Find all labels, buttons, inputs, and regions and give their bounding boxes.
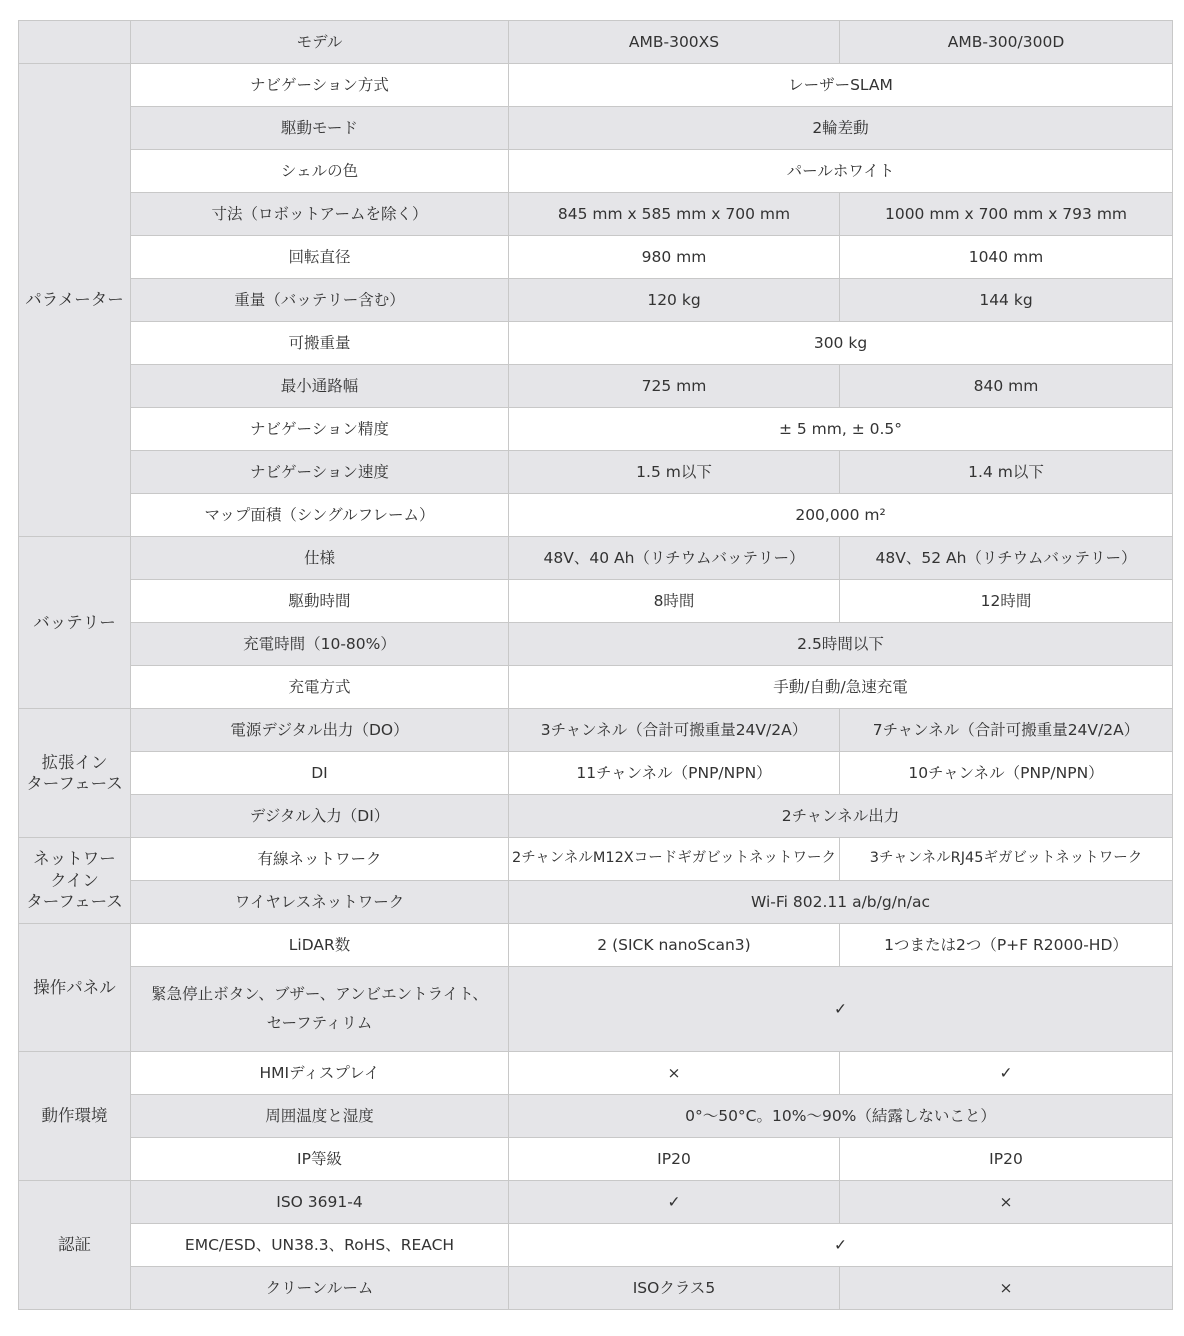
header-model-label: モデル: [131, 21, 509, 64]
table-row: [19, 1095, 1173, 1138]
row-label: IP等級: [131, 1138, 509, 1181]
row-value-b: ✓: [840, 1052, 1173, 1095]
table-row: [19, 236, 1173, 279]
row-value-b: 1040 mm: [840, 236, 1173, 279]
table-row: [19, 408, 1173, 451]
category-environment: 動作環境: [19, 1052, 131, 1181]
row-label: 駆動時間: [131, 580, 509, 623]
row-value-a: 48V、40 Ah（リチウムバッテリー）: [509, 537, 840, 580]
row-value: Wi-Fi 802.11 a/b/g/n/ac: [509, 881, 1173, 924]
row-label: ISO 3691-4: [131, 1181, 509, 1224]
row-label: [131, 967, 509, 1052]
table-row: [19, 881, 1173, 924]
row-value: 0°〜50°C。10%〜90%（結露しないこと）: [509, 1095, 1173, 1138]
row-value-a: ×: [509, 1052, 840, 1095]
table-row: [19, 580, 1173, 623]
row-label: 駆動モード: [131, 107, 509, 150]
row-label: ナビゲーション速度: [131, 451, 509, 494]
row-label: EMC/ESD、UN38.3、RoHS、REACH: [131, 1224, 509, 1267]
row-value-b: 144 kg: [840, 279, 1173, 322]
row-label: DI: [131, 752, 509, 795]
row-value: 200,000 m²: [509, 494, 1173, 537]
row-value-b: ×: [840, 1181, 1173, 1224]
row-label: 電源デジタル出力（DO）: [131, 709, 509, 752]
row-value-a: 845 mm x 585 mm x 700 mm: [509, 193, 840, 236]
table-row: [19, 967, 1173, 1052]
row-value: 2輪差動: [509, 107, 1173, 150]
table-row: [19, 279, 1173, 322]
row-label: クリーンルーム: [131, 1267, 509, 1310]
row-value: ✓: [509, 1224, 1173, 1267]
row-value: 2チャンネル出力: [509, 795, 1173, 838]
row-value-a: 1.5 m以下: [509, 451, 840, 494]
category-network-line3: ターフェース: [26, 892, 123, 912]
row-value-a: 120 kg: [509, 279, 840, 322]
row-value-b: 48V、52 Ah（リチウムバッテリー）: [840, 537, 1173, 580]
row-value: ± 5 mm, ± 0.5°: [509, 408, 1173, 451]
category-parameters: パラメーター: [19, 64, 131, 537]
table-row: [19, 322, 1173, 365]
row-label: ナビゲーション精度: [131, 408, 509, 451]
row-label: マップ面積（シングルフレーム）: [131, 494, 509, 537]
category-network: [19, 838, 131, 924]
spec-table: [18, 20, 1173, 1310]
table-row: [19, 365, 1173, 408]
row-value-b: 1つまたは2つ（P+F R2000-HD）: [840, 924, 1173, 967]
row-label: 最小通路幅: [131, 365, 509, 408]
table-row: [19, 1224, 1173, 1267]
row-label: 寸法（ロボットアームを除く）: [131, 193, 509, 236]
row-value-b: 7チャンネル（合計可搬重量24V/2A）: [840, 709, 1173, 752]
row-label-line2: セーフティリム: [266, 1014, 373, 1032]
row-value: 300 kg: [509, 322, 1173, 365]
table-row: [19, 795, 1173, 838]
row-value-a: IP20: [509, 1138, 840, 1181]
row-value-a: 11チャンネル（PNP/NPN）: [509, 752, 840, 795]
header-model-b: AMB-300/300D: [840, 21, 1173, 64]
row-value-b: 12時間: [840, 580, 1173, 623]
category-expansion: [19, 709, 131, 838]
row-value-a: 8時間: [509, 580, 840, 623]
table-row: [19, 150, 1173, 193]
table-row: [19, 1267, 1173, 1310]
row-label-line1: 緊急停止ボタン、ブザー、アンビエントライト、: [151, 984, 488, 1003]
row-label: 充電方式: [131, 666, 509, 709]
category-panel: 操作パネル: [19, 924, 131, 1052]
table-row: [19, 838, 1173, 881]
row-label: シェルの色: [131, 150, 509, 193]
table-row: [19, 537, 1173, 580]
row-value-b: 10チャンネル（PNP/NPN）: [840, 752, 1173, 795]
row-label: HMIディスプレイ: [131, 1052, 509, 1095]
row-value: ✓: [509, 967, 1173, 1052]
table-row: [19, 924, 1173, 967]
table-row: [19, 107, 1173, 150]
category-battery: バッテリー: [19, 537, 131, 709]
row-label: ナビゲーション方式: [131, 64, 509, 107]
row-label: 可搬重量: [131, 322, 509, 365]
table-row: [19, 193, 1173, 236]
row-value-a: 980 mm: [509, 236, 840, 279]
table-row: [19, 666, 1173, 709]
category-network-line2: クイン: [50, 870, 99, 890]
table-row: [19, 709, 1173, 752]
row-value-a: 2 (SICK nanoScan3): [509, 924, 840, 967]
row-label: 重量（バッテリー含む）: [131, 279, 509, 322]
table-row: [19, 1138, 1173, 1181]
row-label: 充電時間（10-80%）: [131, 623, 509, 666]
table-row: [19, 1181, 1173, 1224]
row-value-b: 1.4 m以下: [840, 451, 1173, 494]
row-value-a: ✓: [509, 1181, 840, 1224]
table-row: [19, 752, 1173, 795]
row-value: レーザーSLAM: [509, 64, 1173, 107]
row-value: 手動/自動/急速充電: [509, 666, 1173, 709]
row-value: パールホワイト: [509, 150, 1173, 193]
table-row: [19, 494, 1173, 537]
category-certification: 認証: [19, 1181, 131, 1310]
table-row: [19, 1052, 1173, 1095]
row-label: ワイヤレスネットワーク: [131, 881, 509, 924]
row-label: 回転直径: [131, 236, 509, 279]
row-value-a: 2チャンネルM12Xコードギガビットネットワーク: [509, 838, 840, 881]
row-value-a: ISOクラス5: [509, 1267, 840, 1310]
row-label: デジタル入力（DI）: [131, 795, 509, 838]
header-model-a: AMB-300XS: [509, 21, 840, 64]
row-value-b: 3チャンネルRJ45ギガビットネットワーク: [840, 838, 1173, 881]
row-value-a: 725 mm: [509, 365, 840, 408]
table-row: [19, 623, 1173, 666]
row-value-b: 1000 mm x 700 mm x 793 mm: [840, 193, 1173, 236]
row-label: 仕様: [131, 537, 509, 580]
row-value-a: 3チャンネル（合計可搬重量24V/2A）: [509, 709, 840, 752]
category-network-line1: ネットワー: [33, 849, 116, 869]
row-value-b: 840 mm: [840, 365, 1173, 408]
row-label: LiDAR数: [131, 924, 509, 967]
row-label: 有線ネットワーク: [131, 838, 509, 881]
header-blank: [19, 21, 131, 64]
row-value-b: ×: [840, 1267, 1173, 1310]
category-expansion-line2: ターフェース: [26, 774, 123, 793]
table-row: [19, 64, 1173, 107]
row-value: 2.5時間以下: [509, 623, 1173, 666]
header-row: [19, 21, 1173, 64]
table-row: [19, 451, 1173, 494]
row-value-b: IP20: [840, 1138, 1173, 1181]
category-expansion-line1: 拡張イン: [41, 752, 108, 772]
row-label: 周囲温度と湿度: [131, 1095, 509, 1138]
